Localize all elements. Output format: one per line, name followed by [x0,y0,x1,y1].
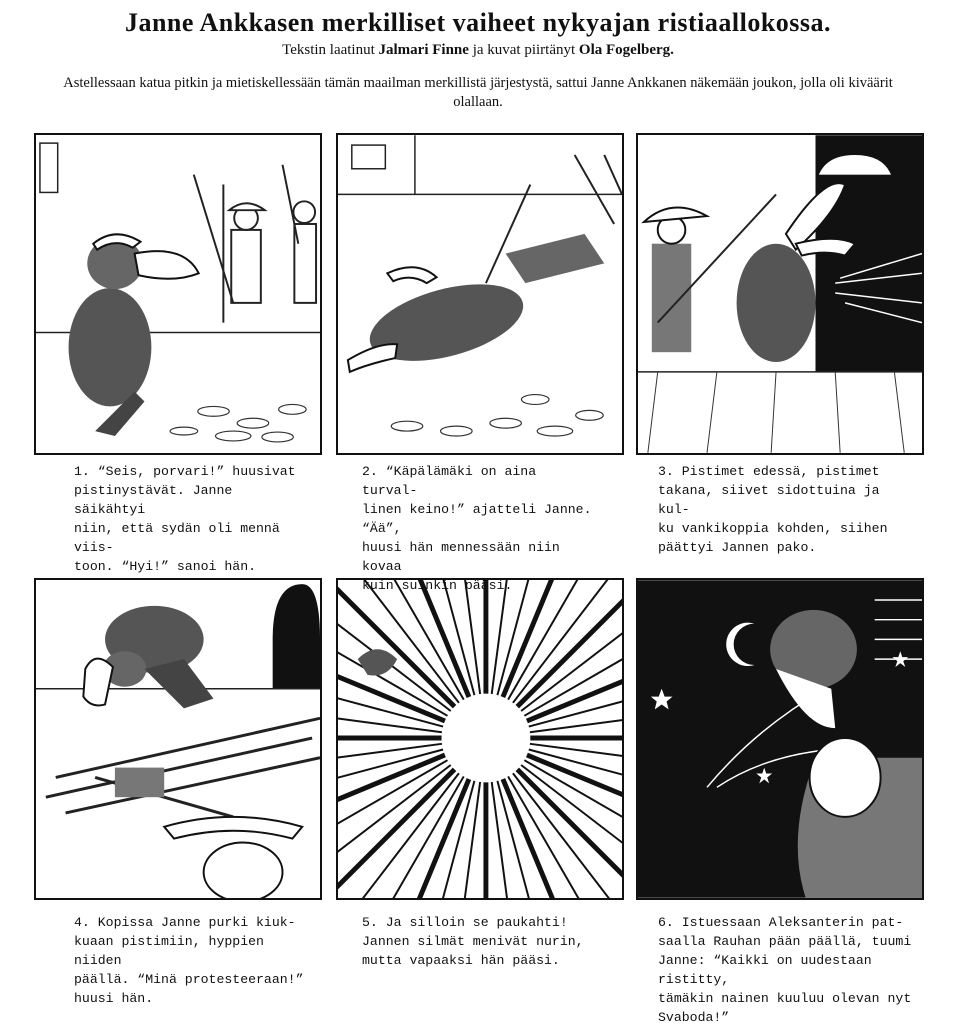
panel-1-illustration [34,133,322,455]
panel-2-illustration [336,133,624,455]
panel-6-drawing [638,580,922,898]
panel-2-drawing [338,135,622,453]
panel-6-illustration [636,578,924,900]
comic-title: Janne Ankkasen merkilliset vaiheet nykyajan ristiaallokossa. [124,8,832,37]
panel-3-caption: 3. Pistimet edessä, pistimet takana, siivet sidottuina ja kul- ku vankikoppia kohden, siihen päättyi Jannen pako. [658,464,888,555]
panel-1-caption: 1. “Seis, porvari!” huusivat pistinystävät. Janne säikähtyi niin, että sydän oli mennä viis- toon. “Hyi!” sanoi hän. [74,464,296,574]
artist-name: Ola Fogelberg. [578,42,674,58]
panel-4-caption: 4. Kopissa Janne purki kiuk- kuaan pistimiin, hyppien niiden päällä. “Minä protesteeraan!” huusi hän. [74,915,304,1006]
panel-4-illustration [34,578,322,900]
panel-1-drawing [36,135,320,453]
credits-middle: ja kuvat piirtänyt [472,42,576,58]
panel-5-illustration [336,578,624,900]
panel-5-caption: 5. Ja silloin se paukahti! Jannen silmät menivät nurin, mutta vapaaksi hän pääsi. [362,915,584,968]
writer-name: Jalmari Finne [378,42,469,58]
panel-2-caption: 2. “Käpälämäki on aina turval- linen keino!” ajatteli Janne. “Ää”, huusi hän mennessään niin kovaa kuin suinkin pääsi. [362,464,592,593]
panel-6-caption: 6. Istuessaan Aleksanterin pat- saalla Rauhan pään päällä, tuumi Janne: “Kaikki on uudestaan ristitty, tämäkin nainen kuuluu olevan nyt Svaboda!” [658,915,912,1025]
intro-text: Astellessaan katua pitkin ja mietiskellessään tämän maailman merkillistä järjestystä, sattui Janne Ankkanen näkemään joukon, jolla oli kiväärit olallaan. [63,75,893,110]
credits-prefix: Tekstin laatinut [282,42,375,58]
credits-line [0,42,956,59]
panel-3-illustration [636,133,924,455]
panel-4-drawing [36,580,320,898]
panel-3-drawing [638,135,922,453]
panel-5-drawing [338,580,622,898]
